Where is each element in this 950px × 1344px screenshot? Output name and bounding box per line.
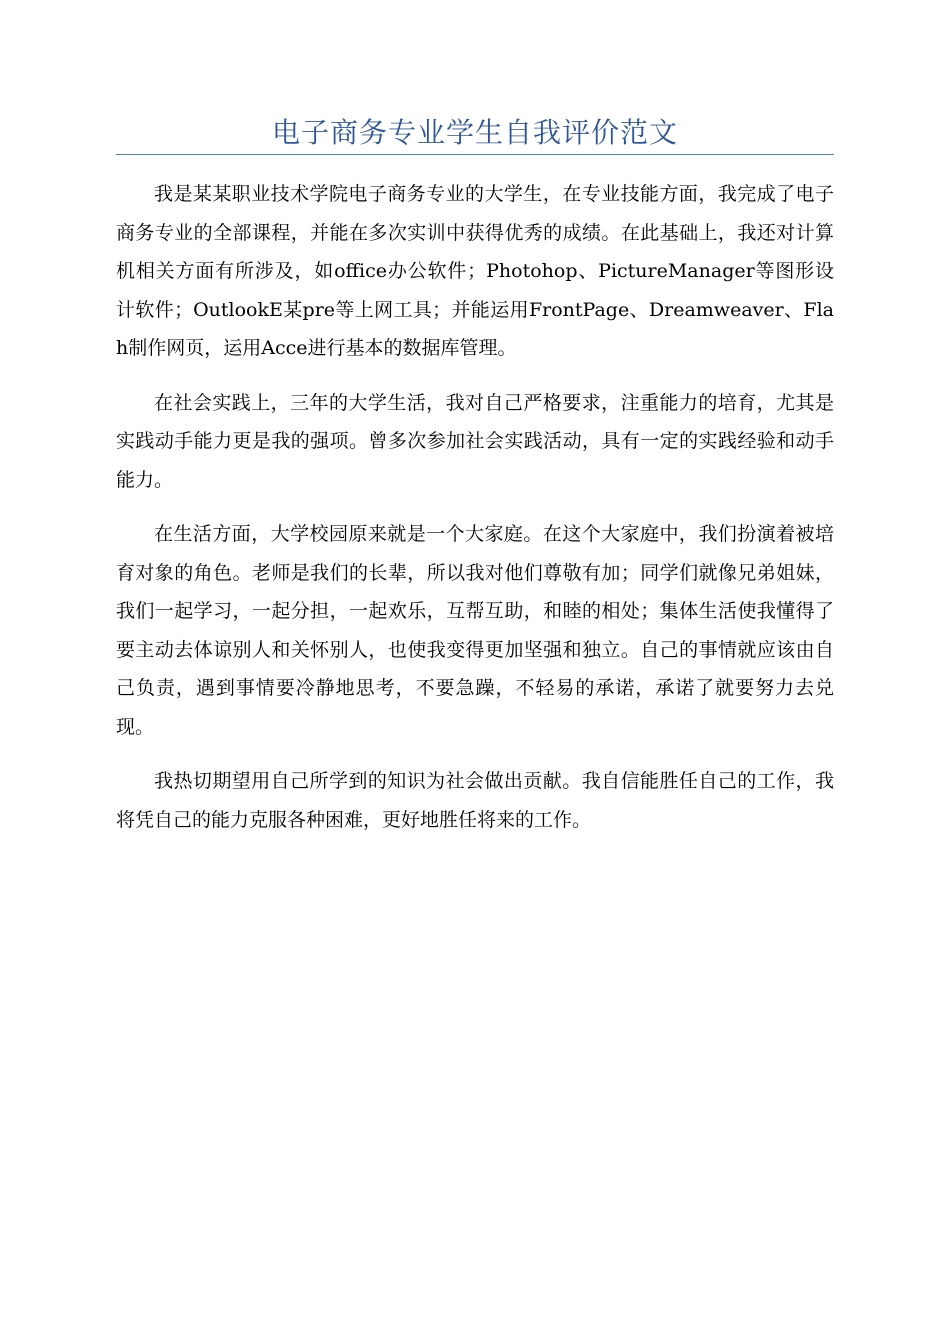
paragraph-social-practice: 在社会实践上，三年的大学生活，我对自己严格要求，注重能力的培育，尤其是实践动手能力更是我的强项。曾多次参加社会实践活动，具有一定的实践经验和动手能力。 xyxy=(116,391,834,491)
title-underline xyxy=(116,154,834,155)
page-title: 电子商务专业学生自我评价范文 xyxy=(271,116,678,149)
paragraph-professional-skills: 我是某某职业技术学院电子商务专业的大学生，在专业技能方面，我完成了电子商务专业的全部课程，并能在多次实训中获得优秀的成绩。在此基础上，我还对计算机相关方面有所涉及，如office办公软件；Photohop、PictureManager等图形设计软件；OutlookE某pre等上网工具；并能运用FrontPage、Dreamweaver、Flah制作网页，运用Acce进行基本的数据库管理。 xyxy=(116,183,834,359)
document-body xyxy=(116,175,834,855)
paragraph-daily-life: 在生活方面，大学校园原来就是一个大家庭。在这个大家庭中，我们扮演着被培育对象的角色。老师是我们的长辈，所以我对他们尊敬有加；同学们就像兄弟姐妹，我们一起学习，一起分担，一起欢乐，互帮互助，和睦的相处；集体生活使我懂得了要主动去体谅别人和关怀别人，也使我变得更加坚强和独立。自己的事情就应该由自己负责，遇到事情要冷静地思考，不要急躁，不轻易的承诺，承诺了就要努力去兑现。 xyxy=(116,523,834,738)
paragraph-conclusion: 我热切期望用自己所学到的知识为社会做出贡献。我自信能胜任自己的工作，我将凭自己的能力克服各种困难，更好地胜任将来的工作。 xyxy=(116,770,834,831)
